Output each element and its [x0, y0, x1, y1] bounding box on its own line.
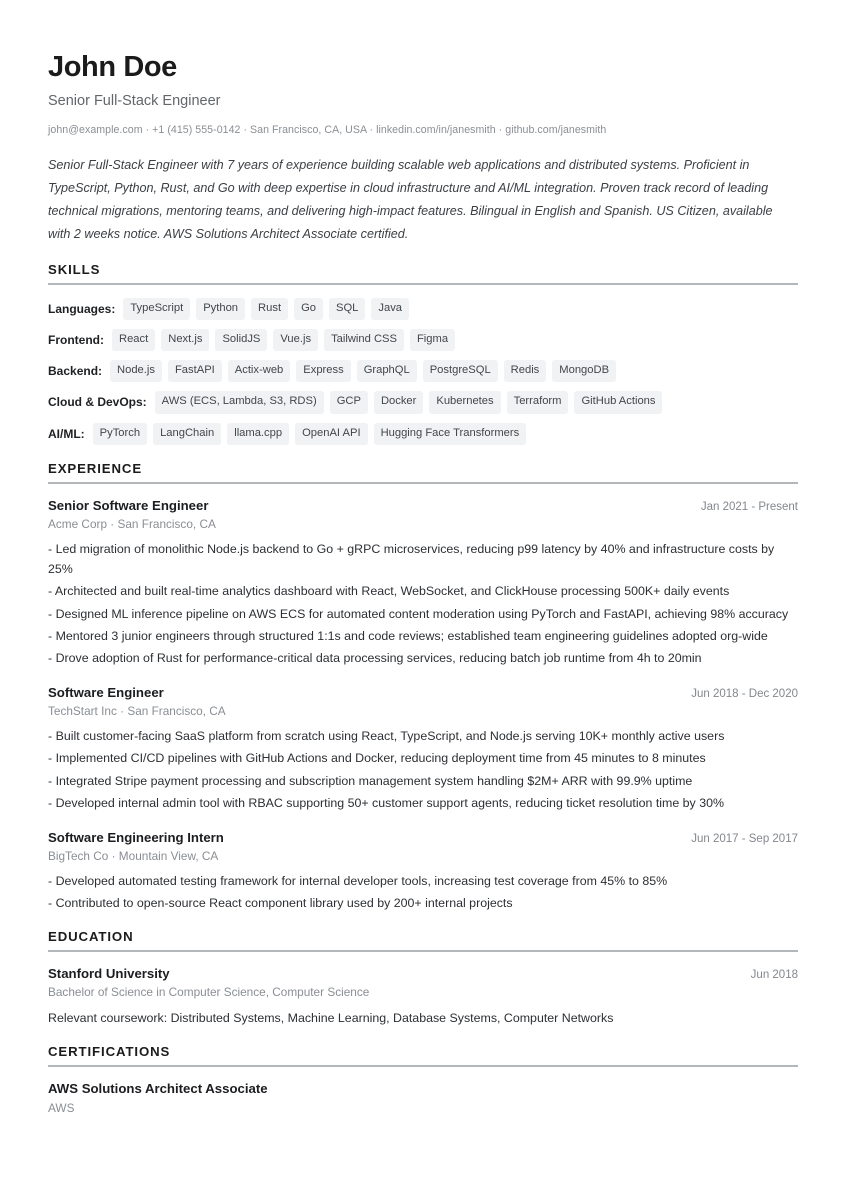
section-heading-education: EDUCATION — [48, 929, 134, 945]
candidate-name: John Doe — [48, 51, 177, 83]
skill-chip: Next.js — [161, 329, 209, 351]
certification-name: AWS Solutions Architect Associate — [48, 1080, 268, 1096]
school-name: Stanford University — [48, 966, 170, 982]
skill-chip: Kubernetes — [429, 391, 500, 413]
job-bullet: - Implemented CI/CD pipelines with GitHub Actions and Docker, reducing deployment time from 45 minutes to 8 minutes — [48, 751, 706, 766]
skill-category-label: Cloud & DevOps: — [48, 395, 147, 410]
skill-chip: PyTorch — [93, 423, 147, 445]
job-title: Software Engineering Intern — [48, 829, 224, 845]
skill-category-label: Backend: — [48, 364, 103, 379]
skill-chip: GraphQL — [357, 360, 417, 382]
section-heading-certifications: CERTIFICATIONS — [48, 1043, 171, 1059]
skill-chip: Terraform — [507, 391, 569, 413]
section-divider — [48, 1065, 798, 1067]
job-company-location: BigTech Co · Mountain View, CA — [48, 848, 219, 863]
entry-header — [48, 497, 798, 515]
degree-line: Bachelor of Science in Computer Science, Computer Science — [48, 985, 370, 1000]
entry-header — [48, 829, 798, 847]
skill-chip: Vue.js — [273, 329, 318, 351]
job-date-range: Jan 2021 - Present — [700, 500, 798, 513]
entry-header — [48, 1080, 798, 1098]
resume-header — [48, 52, 798, 246]
skill-chip: Node.js — [110, 360, 162, 382]
experience-list — [48, 497, 798, 914]
section-divider — [48, 950, 798, 952]
education-section — [48, 929, 798, 1028]
skill-category-label: Languages: — [48, 301, 116, 316]
certifications-section — [48, 1044, 798, 1118]
relevant-coursework: Relevant coursework: Distributed Systems, Machine Learning, Database Systems, Computer Networks — [48, 1010, 614, 1025]
skill-chip: AWS (ECS, Lambda, S3, RDS) — [155, 391, 324, 413]
entry-header — [48, 965, 798, 983]
skill-chip: Tailwind CSS — [324, 329, 404, 351]
education-entry — [48, 965, 798, 1028]
skill-row — [48, 423, 798, 445]
skill-chip: GitHub Actions — [574, 391, 662, 413]
skill-chip: Go — [294, 298, 323, 320]
job-company-location: Acme Corp · San Francisco, CA — [48, 516, 216, 531]
section-divider — [48, 482, 798, 484]
skill-category-label: AI/ML: — [48, 426, 85, 441]
professional-summary: Senior Full-Stack Engineer with 7 years of experience building scalable web applications and distributed systems. Proficient in TypeScript, Python, Rust, and Go with deep expertise in cloud infrastructure and AI/ML integration. Proven track record of leading technical migrations, mentoring teams, and delivering high-impact features. Bilingual in English and Spanish. US Citizen, available with 2 weeks notice. AWS Solutions Architect Associate certified. — [48, 158, 773, 241]
skill-chip: FastAPI — [168, 360, 222, 382]
section-heading-skills: SKILLS — [48, 261, 101, 277]
skill-chip: llama.cpp — [227, 423, 289, 445]
contact-line: john@example.com · +1 (415) 555-0142 · San Francisco, CA, USA · linkedin.com/in/janesmith · github.com/janesmith — [48, 124, 607, 137]
job-bullet: - Contributed to open-source React component library used by 200+ internal projects — [48, 896, 513, 911]
skill-row — [48, 329, 798, 351]
skill-chip: LangChain — [153, 423, 221, 445]
job-date-range: Jun 2017 - Sep 2017 — [691, 832, 798, 845]
experience-entry — [48, 829, 798, 914]
job-bullet: - Developed automated testing framework for internal developer tools, increasing test coverage from 45% to 85% — [48, 874, 668, 889]
job-company-location: TechStart Inc · San Francisco, CA — [48, 703, 226, 718]
section-divider — [48, 283, 798, 285]
skill-chip: Rust — [251, 298, 288, 320]
skill-row — [48, 360, 798, 382]
skill-chip: React — [112, 329, 155, 351]
skill-row — [48, 391, 798, 413]
skill-chip: Java — [371, 298, 409, 320]
skills-section — [48, 262, 798, 445]
skill-chip: Express — [296, 360, 350, 382]
job-date-range: Jun 2018 - Dec 2020 — [691, 687, 798, 700]
job-bullet: - Led migration of monolithic Node.js backend to Go + gRPC microservices, reducing p99 latency by 40% and infrastructure costs by 25% — [48, 542, 775, 577]
job-bullet: - Mentored 3 junior engineers through structured 1:1s and code reviews; established team engineering guidelines adopted org-wide — [48, 628, 768, 643]
skill-chip: OpenAI API — [295, 423, 367, 445]
section-heading-experience: EXPERIENCE — [48, 460, 143, 476]
job-title: Senior Software Engineer — [48, 497, 209, 513]
certification-entry — [48, 1080, 798, 1118]
job-bullet: - Drove adoption of Rust for performance-critical data processing services, reducing batch job runtime from 4h to 20min — [48, 650, 702, 665]
job-title: Software Engineer — [48, 684, 164, 700]
skills-list — [48, 298, 798, 445]
skill-chip: Python — [196, 298, 245, 320]
skill-chip: MongoDB — [552, 360, 616, 382]
certification-issuer: AWS — [48, 1100, 75, 1115]
experience-entry — [48, 684, 798, 813]
experience-entry — [48, 497, 798, 668]
skill-chip: SolidJS — [215, 329, 267, 351]
skill-chip: Docker — [374, 391, 423, 413]
skill-category-label: Frontend: — [48, 333, 104, 348]
job-bullet: - Architected and built real-time analytics dashboard with React, WebSocket, and ClickHouse processing 500K+ daily events — [48, 584, 730, 599]
job-bullet: - Developed internal admin tool with RBAC supporting 50+ customer support agents, reducing ticket resolution time by 30% — [48, 795, 724, 810]
skill-chip: Actix-web — [228, 360, 291, 382]
candidate-headline: Senior Full-Stack Engineer — [48, 92, 221, 109]
skill-chip: GCP — [330, 391, 368, 413]
experience-section — [48, 461, 798, 914]
certifications-list — [48, 1080, 798, 1118]
skill-row — [48, 298, 798, 320]
education-list — [48, 965, 798, 1028]
skill-chip: PostgreSQL — [423, 360, 498, 382]
skill-chip: Figma — [410, 329, 455, 351]
skill-chip: SQL — [329, 298, 365, 320]
education-date: Jun 2018 — [750, 969, 798, 982]
skill-chip: Hugging Face Transformers — [374, 423, 527, 445]
job-bullet: - Integrated Stripe payment processing and subscription management system handling $2M+ ARR with 99.9% uptime — [48, 773, 693, 788]
job-bullet: - Designed ML inference pipeline on AWS ECS for automated content moderation using PyTorch and FastAPI, achieving 98% accuracy — [48, 606, 789, 621]
entry-header — [48, 684, 798, 702]
job-bullet: - Built customer-facing SaaS platform from scratch using React, TypeScript, and Node.js serving 10K+ monthly active users — [48, 729, 725, 744]
skill-chip: TypeScript — [123, 298, 190, 320]
skill-chip: Redis — [504, 360, 547, 382]
